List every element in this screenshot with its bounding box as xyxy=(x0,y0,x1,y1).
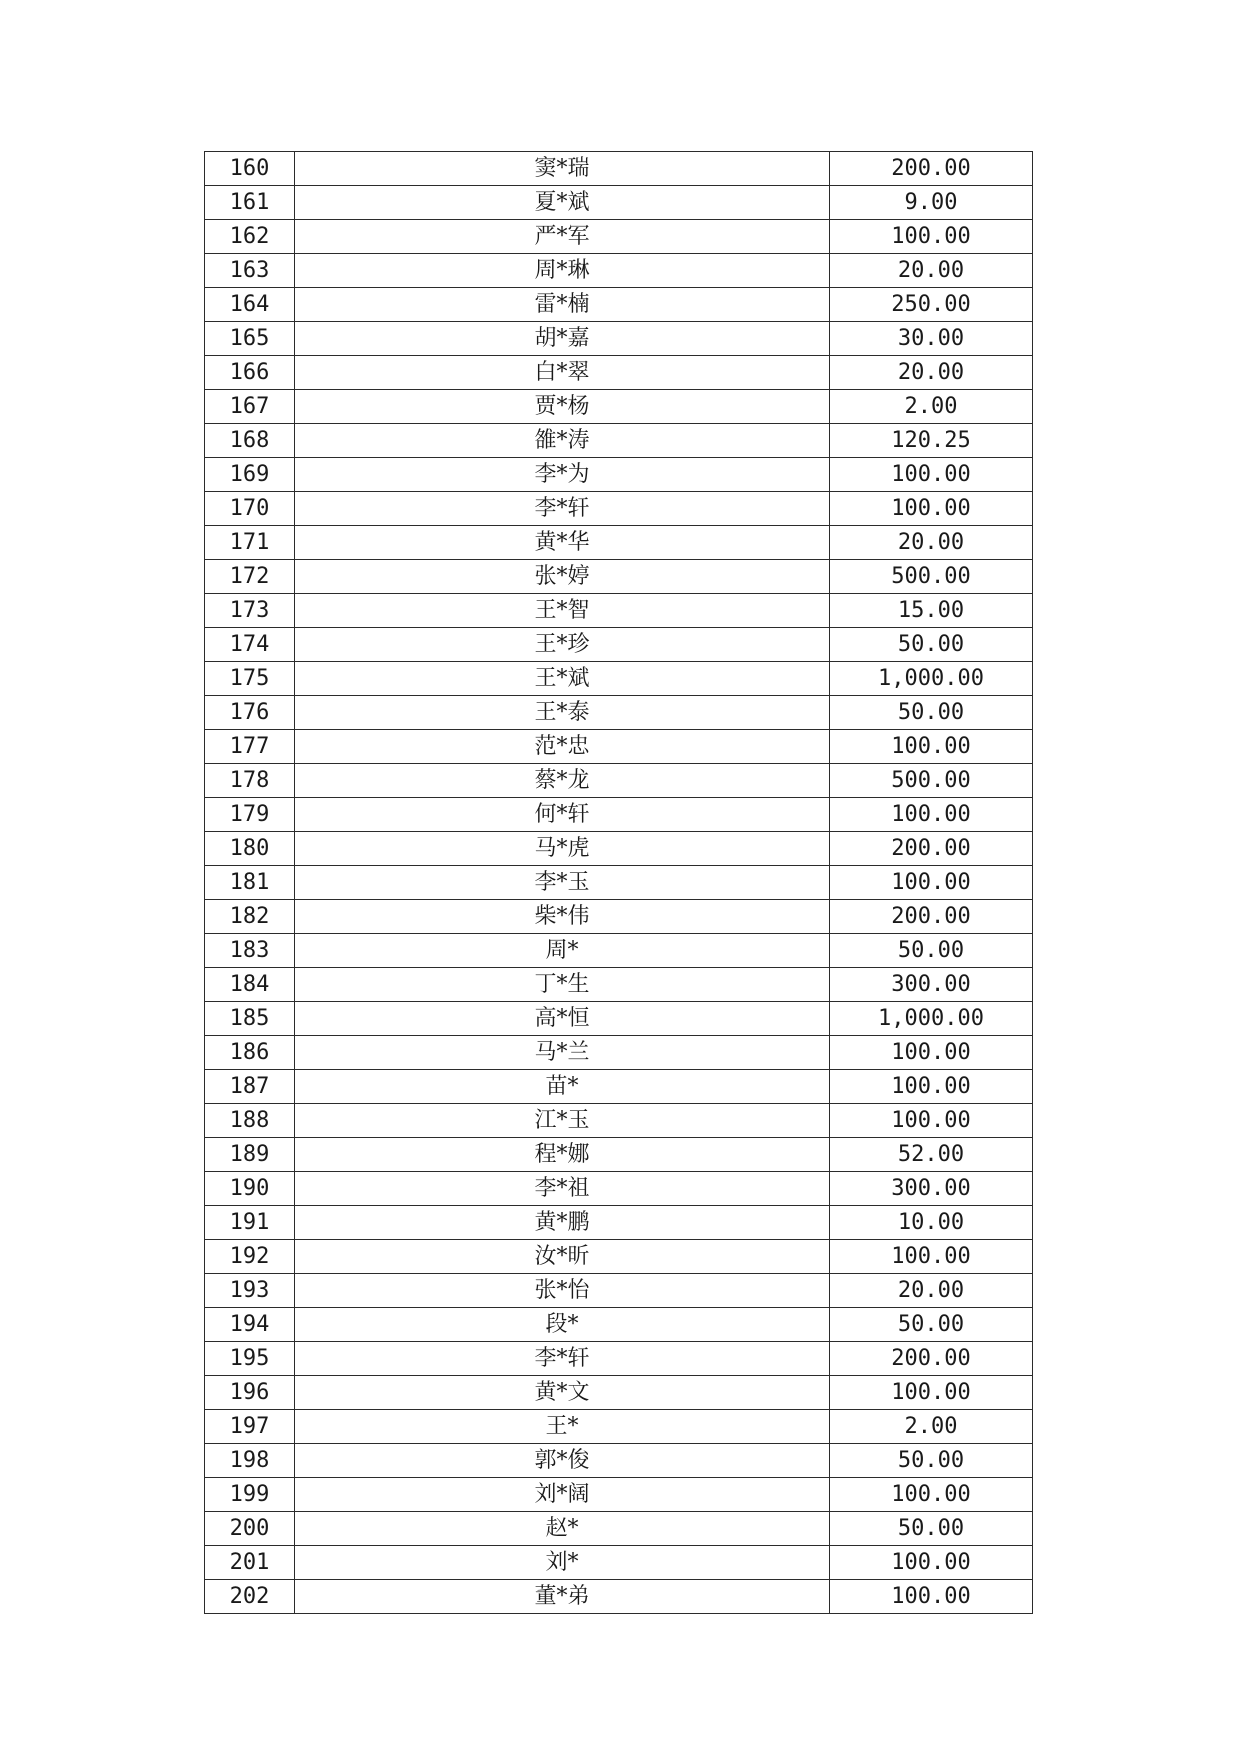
donor-name-cell: 黄*鹏 xyxy=(295,1206,830,1240)
row-number-cell: 172 xyxy=(205,560,295,594)
amount-cell: 100.00 xyxy=(830,492,1033,526)
donor-name-cell: 周* xyxy=(295,934,830,968)
row-number-cell: 182 xyxy=(205,900,295,934)
table-row xyxy=(205,1070,1033,1104)
donor-name-cell: 周*琳 xyxy=(295,254,830,288)
table-row xyxy=(205,1478,1033,1512)
amount-cell: 2.00 xyxy=(830,390,1033,424)
table-row xyxy=(205,220,1033,254)
table-row xyxy=(205,628,1033,662)
donor-name-cell: 蔡*龙 xyxy=(295,764,830,798)
donor-name-cell: 张*怡 xyxy=(295,1274,830,1308)
row-number-cell: 187 xyxy=(205,1070,295,1104)
amount-cell: 200.00 xyxy=(830,832,1033,866)
amount-cell: 100.00 xyxy=(830,220,1033,254)
row-number-cell: 178 xyxy=(205,764,295,798)
donor-name-cell: 窦*瑞 xyxy=(295,152,830,186)
donor-name-cell: 胡*嘉 xyxy=(295,322,830,356)
table-row xyxy=(205,832,1033,866)
amount-cell: 50.00 xyxy=(830,628,1033,662)
donor-name-cell: 白*翠 xyxy=(295,356,830,390)
table-row xyxy=(205,1546,1033,1580)
table-row xyxy=(205,526,1033,560)
amount-cell: 20.00 xyxy=(830,1274,1033,1308)
amount-cell: 50.00 xyxy=(830,1444,1033,1478)
donor-name-cell: 雒*涛 xyxy=(295,424,830,458)
table-row xyxy=(205,764,1033,798)
amount-cell: 100.00 xyxy=(830,1240,1033,1274)
table-row xyxy=(205,1002,1033,1036)
amount-cell: 200.00 xyxy=(830,152,1033,186)
amount-cell: 1,000.00 xyxy=(830,1002,1033,1036)
donor-name-cell: 王*珍 xyxy=(295,628,830,662)
donor-name-cell: 王* xyxy=(295,1410,830,1444)
amount-cell: 50.00 xyxy=(830,1512,1033,1546)
donor-name-cell: 李*祖 xyxy=(295,1172,830,1206)
donor-name-cell: 夏*斌 xyxy=(295,186,830,220)
amount-cell: 300.00 xyxy=(830,1172,1033,1206)
amount-cell: 30.00 xyxy=(830,322,1033,356)
table-row xyxy=(205,968,1033,1002)
table-row xyxy=(205,866,1033,900)
donor-name-cell: 王*斌 xyxy=(295,662,830,696)
table-row xyxy=(205,730,1033,764)
table-row xyxy=(205,254,1033,288)
amount-cell: 20.00 xyxy=(830,254,1033,288)
row-number-cell: 200 xyxy=(205,1512,295,1546)
row-number-cell: 189 xyxy=(205,1138,295,1172)
table-row xyxy=(205,1444,1033,1478)
amount-cell: 100.00 xyxy=(830,1376,1033,1410)
donor-name-cell: 黄*文 xyxy=(295,1376,830,1410)
row-number-cell: 167 xyxy=(205,390,295,424)
amount-cell: 50.00 xyxy=(830,1308,1033,1342)
donor-name-cell: 李*轩 xyxy=(295,492,830,526)
donor-name-cell: 范*忠 xyxy=(295,730,830,764)
row-number-cell: 176 xyxy=(205,696,295,730)
donor-name-cell: 马*兰 xyxy=(295,1036,830,1070)
row-number-cell: 192 xyxy=(205,1240,295,1274)
amount-cell: 500.00 xyxy=(830,560,1033,594)
table-row xyxy=(205,1036,1033,1070)
donor-name-cell: 王*智 xyxy=(295,594,830,628)
amount-cell: 20.00 xyxy=(830,356,1033,390)
row-number-cell: 173 xyxy=(205,594,295,628)
donor-name-cell: 贾*杨 xyxy=(295,390,830,424)
amount-cell: 100.00 xyxy=(830,1580,1033,1614)
row-number-cell: 169 xyxy=(205,458,295,492)
amount-cell: 15.00 xyxy=(830,594,1033,628)
amount-cell: 200.00 xyxy=(830,1342,1033,1376)
row-number-cell: 180 xyxy=(205,832,295,866)
donor-name-cell: 段* xyxy=(295,1308,830,1342)
amount-cell: 50.00 xyxy=(830,696,1033,730)
table-row xyxy=(205,1274,1033,1308)
row-number-cell: 162 xyxy=(205,220,295,254)
row-number-cell: 202 xyxy=(205,1580,295,1614)
donation-table xyxy=(204,151,1033,1614)
donor-name-cell: 汝*昕 xyxy=(295,1240,830,1274)
donor-name-cell: 王*泰 xyxy=(295,696,830,730)
donor-name-cell: 刘* xyxy=(295,1546,830,1580)
row-number-cell: 175 xyxy=(205,662,295,696)
donor-name-cell: 董*弟 xyxy=(295,1580,830,1614)
amount-cell: 250.00 xyxy=(830,288,1033,322)
row-number-cell: 170 xyxy=(205,492,295,526)
donor-name-cell: 何*轩 xyxy=(295,798,830,832)
amount-cell: 9.00 xyxy=(830,186,1033,220)
table-row xyxy=(205,288,1033,322)
donor-name-cell: 黄*华 xyxy=(295,526,830,560)
amount-cell: 1,000.00 xyxy=(830,662,1033,696)
amount-cell: 100.00 xyxy=(830,866,1033,900)
row-number-cell: 183 xyxy=(205,934,295,968)
table-row xyxy=(205,322,1033,356)
table-body xyxy=(205,152,1033,1614)
donor-name-cell: 刘*阔 xyxy=(295,1478,830,1512)
row-number-cell: 166 xyxy=(205,356,295,390)
amount-cell: 500.00 xyxy=(830,764,1033,798)
amount-cell: 52.00 xyxy=(830,1138,1033,1172)
table-row xyxy=(205,1172,1033,1206)
row-number-cell: 160 xyxy=(205,152,295,186)
row-number-cell: 179 xyxy=(205,798,295,832)
donor-name-cell: 江*玉 xyxy=(295,1104,830,1138)
row-number-cell: 190 xyxy=(205,1172,295,1206)
table-row xyxy=(205,1240,1033,1274)
table-row xyxy=(205,594,1033,628)
donor-name-cell: 李*为 xyxy=(295,458,830,492)
donor-name-cell: 李*轩 xyxy=(295,1342,830,1376)
donor-name-cell: 马*虎 xyxy=(295,832,830,866)
table-row xyxy=(205,560,1033,594)
amount-cell: 100.00 xyxy=(830,730,1033,764)
row-number-cell: 201 xyxy=(205,1546,295,1580)
table-row xyxy=(205,900,1033,934)
table-row xyxy=(205,1308,1033,1342)
amount-cell: 2.00 xyxy=(830,1410,1033,1444)
donor-name-cell: 郭*俊 xyxy=(295,1444,830,1478)
table-row xyxy=(205,458,1033,492)
row-number-cell: 186 xyxy=(205,1036,295,1070)
row-number-cell: 195 xyxy=(205,1342,295,1376)
amount-cell: 300.00 xyxy=(830,968,1033,1002)
donor-name-cell: 丁*生 xyxy=(295,968,830,1002)
amount-cell: 100.00 xyxy=(830,1546,1033,1580)
donor-name-cell: 雷*楠 xyxy=(295,288,830,322)
donor-name-cell: 赵* xyxy=(295,1512,830,1546)
table-row xyxy=(205,186,1033,220)
row-number-cell: 171 xyxy=(205,526,295,560)
amount-cell: 20.00 xyxy=(830,526,1033,560)
row-number-cell: 177 xyxy=(205,730,295,764)
row-number-cell: 191 xyxy=(205,1206,295,1240)
table-row xyxy=(205,1410,1033,1444)
amount-cell: 100.00 xyxy=(830,458,1033,492)
row-number-cell: 188 xyxy=(205,1104,295,1138)
row-number-cell: 181 xyxy=(205,866,295,900)
amount-cell: 100.00 xyxy=(830,1036,1033,1070)
amount-cell: 100.00 xyxy=(830,1104,1033,1138)
donor-name-cell: 李*玉 xyxy=(295,866,830,900)
amount-cell: 50.00 xyxy=(830,934,1033,968)
row-number-cell: 163 xyxy=(205,254,295,288)
amount-cell: 10.00 xyxy=(830,1206,1033,1240)
row-number-cell: 161 xyxy=(205,186,295,220)
table-row xyxy=(205,662,1033,696)
row-number-cell: 199 xyxy=(205,1478,295,1512)
donor-name-cell: 苗* xyxy=(295,1070,830,1104)
row-number-cell: 194 xyxy=(205,1308,295,1342)
row-number-cell: 196 xyxy=(205,1376,295,1410)
table-row xyxy=(205,1206,1033,1240)
row-number-cell: 185 xyxy=(205,1002,295,1036)
row-number-cell: 197 xyxy=(205,1410,295,1444)
table-row xyxy=(205,1376,1033,1410)
table-row xyxy=(205,356,1033,390)
table-row xyxy=(205,1580,1033,1614)
table-row xyxy=(205,1512,1033,1546)
donor-name-cell: 严*军 xyxy=(295,220,830,254)
donor-name-cell: 高*恒 xyxy=(295,1002,830,1036)
table-row xyxy=(205,934,1033,968)
table-row xyxy=(205,492,1033,526)
table-row xyxy=(205,1342,1033,1376)
donor-name-cell: 程*娜 xyxy=(295,1138,830,1172)
table-row xyxy=(205,152,1033,186)
table-row xyxy=(205,390,1033,424)
donor-name-cell: 张*婷 xyxy=(295,560,830,594)
donor-name-cell: 柴*伟 xyxy=(295,900,830,934)
amount-cell: 100.00 xyxy=(830,1478,1033,1512)
table-row xyxy=(205,1138,1033,1172)
row-number-cell: 193 xyxy=(205,1274,295,1308)
amount-cell: 100.00 xyxy=(830,798,1033,832)
table-row xyxy=(205,798,1033,832)
table-row xyxy=(205,696,1033,730)
amount-cell: 200.00 xyxy=(830,900,1033,934)
row-number-cell: 198 xyxy=(205,1444,295,1478)
row-number-cell: 164 xyxy=(205,288,295,322)
row-number-cell: 165 xyxy=(205,322,295,356)
amount-cell: 100.00 xyxy=(830,1070,1033,1104)
table-row xyxy=(205,424,1033,458)
amount-cell: 120.25 xyxy=(830,424,1033,458)
row-number-cell: 184 xyxy=(205,968,295,1002)
table-row xyxy=(205,1104,1033,1138)
row-number-cell: 174 xyxy=(205,628,295,662)
row-number-cell: 168 xyxy=(205,424,295,458)
